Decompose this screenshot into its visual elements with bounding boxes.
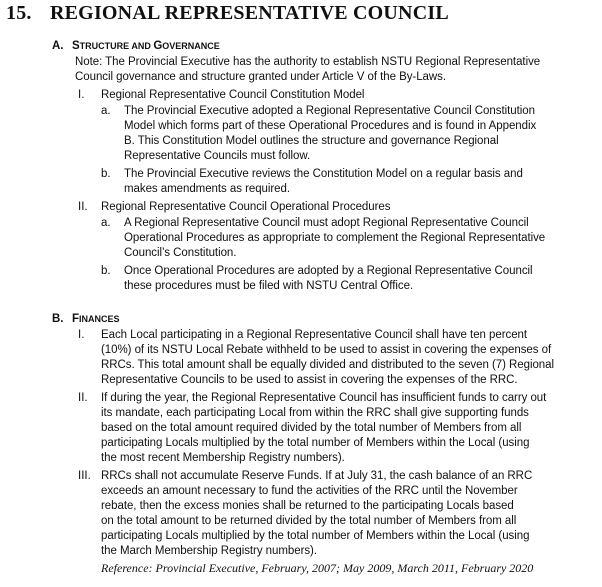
item-line: RRCs shall not accumulate Reserve Funds. If at July 31, the cash balance of an RRC bbox=[101, 470, 533, 482]
item-marker: I. bbox=[78, 329, 85, 341]
subitem-line: B. This Constitution Model outlines the structure and governance Regional bbox=[124, 135, 499, 147]
subitem-line: A Regional Representative Council must adopt Regional Representative Council bbox=[124, 217, 529, 229]
reference-note: Reference: Provincial Executive, February, 2007; May 2009, March 2011, February 2020 bbox=[101, 561, 534, 575]
item-marker: II. bbox=[78, 392, 88, 404]
item-marker: II. bbox=[78, 201, 88, 213]
subitem-line: Representative Councils must follow. bbox=[124, 150, 311, 162]
item-line: exceeds an amount necessary to fund the activities of the RRC until the November bbox=[101, 485, 518, 497]
subitem-marker: a. bbox=[101, 105, 111, 117]
item-line: participating Locals multiplied by the total number of Members within the Local (using bbox=[101, 437, 530, 449]
part-a-heading bbox=[52, 40, 220, 52]
subitem-line: these procedures must be filed with NSTU Central Office. bbox=[124, 280, 414, 292]
item-line: Each Local participating in a Regional Representative Council shall have ten percent bbox=[101, 329, 528, 341]
part-a-letter: A. bbox=[52, 40, 64, 52]
part-b-heading bbox=[52, 313, 120, 325]
subitem-marker: a. bbox=[101, 217, 111, 229]
part-b-letter: B. bbox=[52, 313, 64, 325]
item-line: RRCs. This total amount shall be equally divided and distributed to the seven (7) Regional bbox=[101, 359, 554, 371]
item-line: its mandate, each participating Local from within the RRC shall give supporting funds bbox=[101, 407, 529, 419]
item-line: based on the total amount required divided by the total number of Members from all bbox=[101, 422, 522, 434]
item-marker: I. bbox=[78, 89, 85, 101]
subitem-marker: b. bbox=[101, 168, 111, 180]
item-line: (10%) of its NSTU Local Rebate withheld to be used to assist in covering the expenses of bbox=[101, 344, 552, 356]
item-line: the March Membership Registry numbers). bbox=[101, 545, 317, 557]
subitem-line: Operational Procedures as appropriate to complement the Regional Representative bbox=[124, 232, 546, 244]
item-marker: III. bbox=[78, 470, 91, 482]
note-line: Council governance and structure granted under Article V of the By-Laws. bbox=[75, 71, 446, 83]
subitem-line: Council’s Constitution. bbox=[124, 247, 237, 259]
item-line: If during the year, the Regional Representative Council has insufficient funds to carry out bbox=[101, 392, 547, 404]
section-heading bbox=[6, 2, 449, 25]
item-line: the most recent Membership Registry numbers). bbox=[101, 452, 345, 464]
note-line: Note: The Provincial Executive has the authority to establish NSTU Regional Representative bbox=[75, 56, 541, 68]
part-a-title-cap2: G bbox=[153, 40, 163, 52]
item-line: participating Locals multiplied by the total number of Members within the Local (using bbox=[101, 530, 530, 542]
subitem-line: makes amendments as required. bbox=[124, 183, 291, 195]
subitem-line: The Provincial Executive reviews the Constitution Model on a regular basis and bbox=[124, 168, 523, 180]
section-number: 15. bbox=[6, 2, 32, 24]
part-a-title-rest: TRUCTURE AND bbox=[79, 41, 154, 51]
subitem-line: The Provincial Executive adopted a Regional Representative Council Constitution bbox=[124, 105, 535, 117]
item-line: on the total amount to be returned divided by the total number of Members from all bbox=[101, 515, 517, 527]
item-line: Representative Councils to be used to assist in covering the expenses of the RRC. bbox=[101, 374, 518, 386]
part-a-title-cap: S bbox=[72, 40, 80, 52]
part-b-title-cap: F bbox=[72, 313, 80, 325]
subitem-marker: b. bbox=[101, 265, 111, 277]
item-text: Regional Representative Council Constitution Model bbox=[101, 89, 365, 101]
section-title: REGIONAL REPRESENTATIVE COUNCIL bbox=[50, 2, 449, 24]
subitem-line: Model which forms part of these Operational Procedures and is found in Appendix bbox=[124, 120, 537, 132]
item-text: Regional Representative Council Operational Procedures bbox=[101, 201, 391, 213]
part-a-title-rest2: OVERNANCE bbox=[162, 41, 220, 51]
subitem-line: Once Operational Procedures are adopted by a Regional Representative Council bbox=[124, 265, 533, 277]
part-b-title-rest: INANCES bbox=[79, 314, 120, 324]
item-line: rebate, then the excess monies shall be returned to the participating Locals based bbox=[101, 500, 514, 512]
